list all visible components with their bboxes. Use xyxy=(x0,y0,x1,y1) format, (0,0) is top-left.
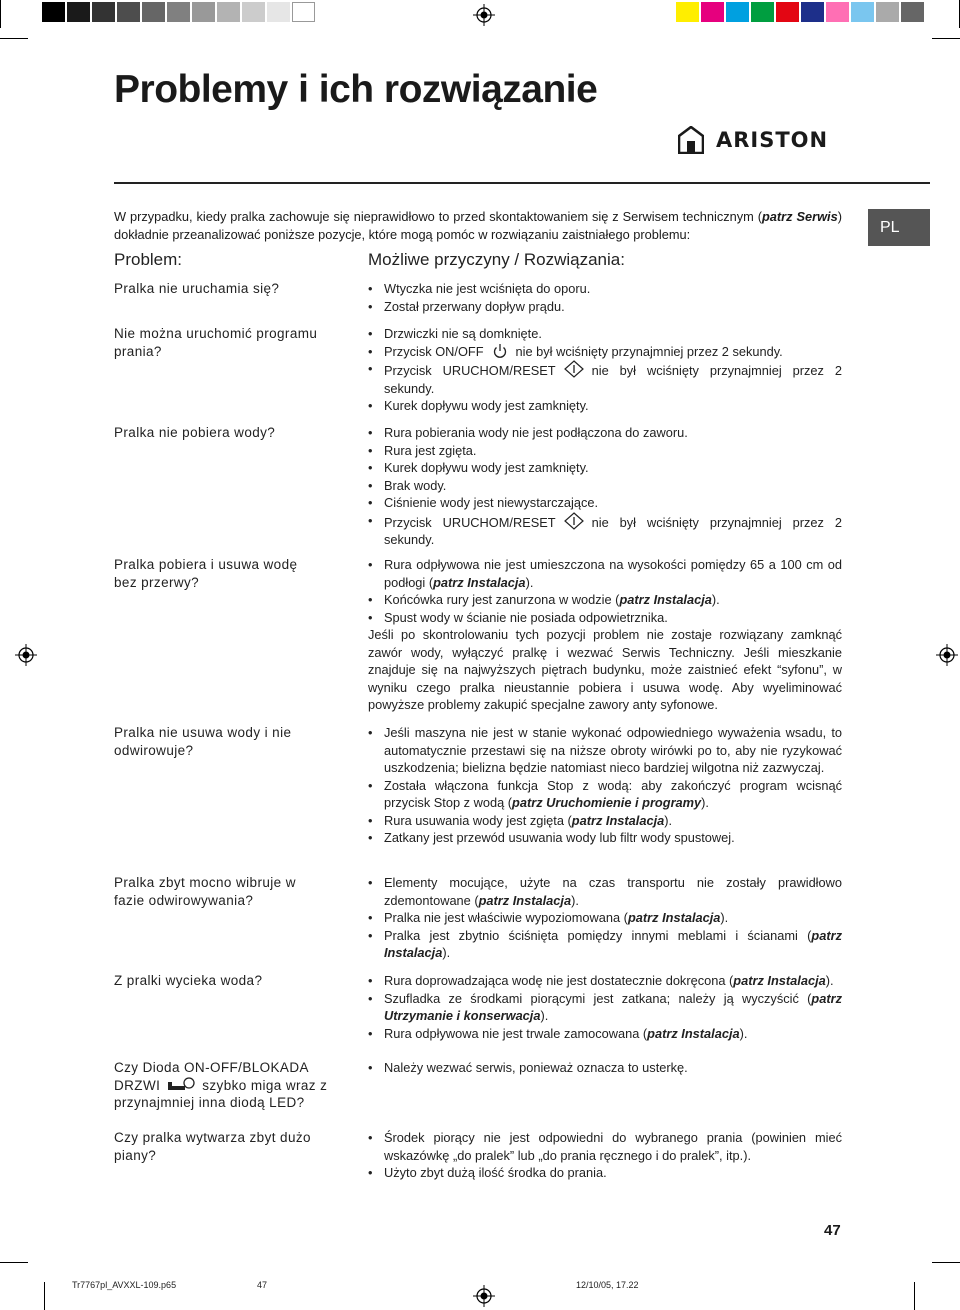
list-item: • Rura odpływowa nie jest umieszczona na wysokości pomiędzy 65 a 100 cm od podłogi (patrz Instalacja). xyxy=(368,556,842,591)
crop-mark xyxy=(932,38,960,39)
list-item: • Pralka nie jest właściwie wypoziomowana (patrz Instalacja). xyxy=(368,909,842,927)
power-icon xyxy=(492,343,508,359)
programs-reference: patrz Uruchomienie i programy xyxy=(512,795,702,810)
list-item: • Została włączona funkcja Stop z wodą: aby zakończyć program wcisnąć przycisk Stop z wodą (patrz Uruchomienie i programy). xyxy=(368,777,842,812)
solution-list xyxy=(368,424,842,549)
home-logo-icon xyxy=(678,126,704,154)
list-item: • Jeśli maszyna nie jest w stanie wykonać odpowiedniego wyważenia wsadu, to automatycznie przestawi się na niższe obroty wirówki po to, aby nie ryzykować uszkodzenia; bielizna będzie natomiast nieco bardziej wilgotna niż zazwyczaj. xyxy=(368,724,842,777)
list-item: • Końcówka rury jest zanurzona w wodzie (patrz Instalacja). xyxy=(368,591,842,609)
footer-date: 12/10/05, 17.22 xyxy=(576,1280,639,1290)
list-item: • Kurek dopływu wody jest zamknięty. xyxy=(368,397,842,415)
problem-question: Czy Dioda ON-OFF/BLOKADA DRZWI szybko miga wraz z przynajmniej inna diodą LED? xyxy=(114,1060,328,1110)
header-divider xyxy=(114,182,930,184)
list-item: • Kurek dopływu wody jest zamknięty. xyxy=(368,459,842,477)
list-item: • Przycisk ON/OFF nie był wciśnięty przynajmniej przez 2 sekundy. xyxy=(368,343,842,361)
solution-list xyxy=(368,972,842,1042)
list-item: • Spust wody w ścianie nie posiada odpowietrznika. xyxy=(368,609,842,627)
page-title: Problemy i ich rozwiązanie xyxy=(114,68,598,111)
list-item: • Ciśnienie wody jest niewystarczające. xyxy=(368,494,842,512)
registration-mark-icon xyxy=(936,644,958,666)
list-item: • Środek piorący nie jest odpowiedni do wybranego prania (powinien mieć wskazówkę „do pralek” lub „do prania ręcznego i do pralek”, itp.). xyxy=(368,1129,842,1164)
list-item: • Został przerwany dopływ prądu. xyxy=(368,298,842,316)
list-item: • Rura pobierania wody nie jest podłączona do zaworu. xyxy=(368,424,842,442)
grayscale-calibration-bar xyxy=(42,2,317,22)
crop-mark xyxy=(0,0,1,28)
solution-list xyxy=(368,556,842,714)
list-item: • Wtyczka nie jest wciśnięta do oporu. xyxy=(368,280,842,298)
crop-mark xyxy=(914,1282,915,1310)
problem-question: Nie można uruchomić programu prania? xyxy=(114,326,318,359)
problem-question: Pralka nie usuwa wody i nie odwirowuje? xyxy=(114,725,292,758)
installation-reference: patrz Instalacja xyxy=(647,1025,740,1041)
intro-paragraph: W przypadku, kiedy pralka zachowuje się nieprawidłowo to przed skontaktowaniem się z Serwisem technicznym (patrz Serwis) dokładnie przeanalizować poniższe pozycje, które mogą pomóc w rozwiązaniu zaistniałego problemu: xyxy=(114,209,842,242)
solution-list xyxy=(368,325,842,415)
installation-reference: patrz Instalacja xyxy=(478,892,572,908)
registration-mark-icon xyxy=(473,4,495,26)
color-calibration-bar xyxy=(676,2,926,22)
crop-mark xyxy=(44,1282,45,1310)
list-item: • Przycisk URUCHOM/RESET nie był wciśnięty przynajmniej przez 2 sekundy. xyxy=(368,360,842,397)
problem-question: Pralka nie uruchamia się? xyxy=(114,281,280,296)
problem-question: Czy pralka wytwarza zbyt dużo piany? xyxy=(114,1130,311,1163)
list-item: • Pralka jest zbytnio ściśnięta pomiędzy innymi meblami i ścianami (patrz Instalacja). xyxy=(368,927,842,962)
installation-reference: patrz Instalacja xyxy=(433,574,526,590)
problem-heading: Problem: xyxy=(114,250,183,269)
start-reset-icon xyxy=(564,360,584,378)
solution-list xyxy=(368,724,842,847)
list-item: • Elementy mocujące, użyte na czas transportu nie zostały prawidłowo zdemontowane (patrz Instalacja). xyxy=(368,874,842,909)
list-item: • Użyto zbyt dużą ilość środka do prania. xyxy=(368,1164,842,1182)
page-number: 47 xyxy=(824,1222,841,1239)
list-item: • Rura usuwania wody jest zgięta (patrz Instalacja). xyxy=(368,812,842,830)
start-reset-icon xyxy=(564,512,584,530)
problem-question: Z pralki wycieka woda? xyxy=(114,973,263,988)
registration-mark-icon xyxy=(473,1285,495,1307)
crop-mark xyxy=(0,1262,28,1263)
language-badge: PL xyxy=(868,209,930,246)
crop-mark xyxy=(932,1262,960,1263)
list-item: • Zatkany jest przewód usuwania wody lub filtr wody spustowej. xyxy=(368,829,842,847)
solution-list xyxy=(368,1059,842,1077)
list-item: • Należy wezwać serwis, ponieważ oznacza to usterkę. xyxy=(368,1059,842,1077)
footer-page: 47 xyxy=(257,1280,268,1290)
footer-filename: Tr7767pl_AVXXL-109.p65 xyxy=(72,1280,177,1290)
brand-logo xyxy=(678,126,828,154)
list-item: • Przycisk URUCHOM/RESET nie był wciśnięty przynajmniej przez 2 sekundy. xyxy=(368,512,842,549)
list-item: • Brak wody. xyxy=(368,477,842,495)
installation-reference: patrz Instalacja xyxy=(571,812,665,828)
problem-question: Pralka zbyt mocno wibruje w fazie odwirowywania? xyxy=(114,875,296,908)
service-reference: patrz Serwis xyxy=(761,209,838,224)
crop-mark xyxy=(0,38,28,39)
registration-mark-icon xyxy=(15,644,37,666)
problem-question: Pralka nie pobiera wody? xyxy=(114,425,276,440)
note-paragraph: Jeśli po skontrolowaniu tych pozycji problem nie zostaje rozwiązany zamknąć zawór wody, wyłączyć pralkę i wezwać Serwis Techniczny. Jeśli mieszkanie znajduje się na najwyższych piętrach budynku, może zaistnieć efekt “syfonu”, w wyniku czego pralka nieustannie pobiera i usuwa wodę. Aby wyeliminować powyższe problemy zakupić specjalne zawory anty syfonowe. xyxy=(368,627,842,712)
problem-question: Pralka pobiera i usuwa wodę bez przerwy? xyxy=(114,557,298,590)
maintenance-reference: patrz Utrzymanie i konserwacja xyxy=(384,990,842,1023)
solution-list xyxy=(368,280,842,315)
brand-name: ARISTON xyxy=(716,128,829,152)
list-item: • Rura doprowadzająca wodę nie jest dostatecznie dokręcona (patrz Instalacja). xyxy=(368,972,842,990)
list-item: • Rura odpływowa nie jest trwale zamocowana (patrz Instalacja). xyxy=(368,1025,842,1043)
installation-reference: patrz Instalacja xyxy=(733,973,826,988)
door-lock-key-icon xyxy=(166,1077,196,1093)
installation-reference: patrz Instalacja xyxy=(627,910,721,925)
solution-list xyxy=(368,1129,842,1182)
solutions-heading: Możliwe przyczyny / Rozwiązania: xyxy=(368,250,625,269)
list-item: • Drzwiczki nie są domknięte. xyxy=(368,325,842,343)
installation-reference: patrz Instalacja xyxy=(619,592,712,607)
list-item: • Szufladka ze środkami piorącymi jest zatkana; należy ją wyczyścić (patrz Utrzymanie i konserwacja). xyxy=(368,990,842,1025)
list-item: • Rura jest zgięta. xyxy=(368,442,842,460)
solution-list xyxy=(368,874,842,962)
installation-reference: patrz Instalacja xyxy=(384,927,842,960)
